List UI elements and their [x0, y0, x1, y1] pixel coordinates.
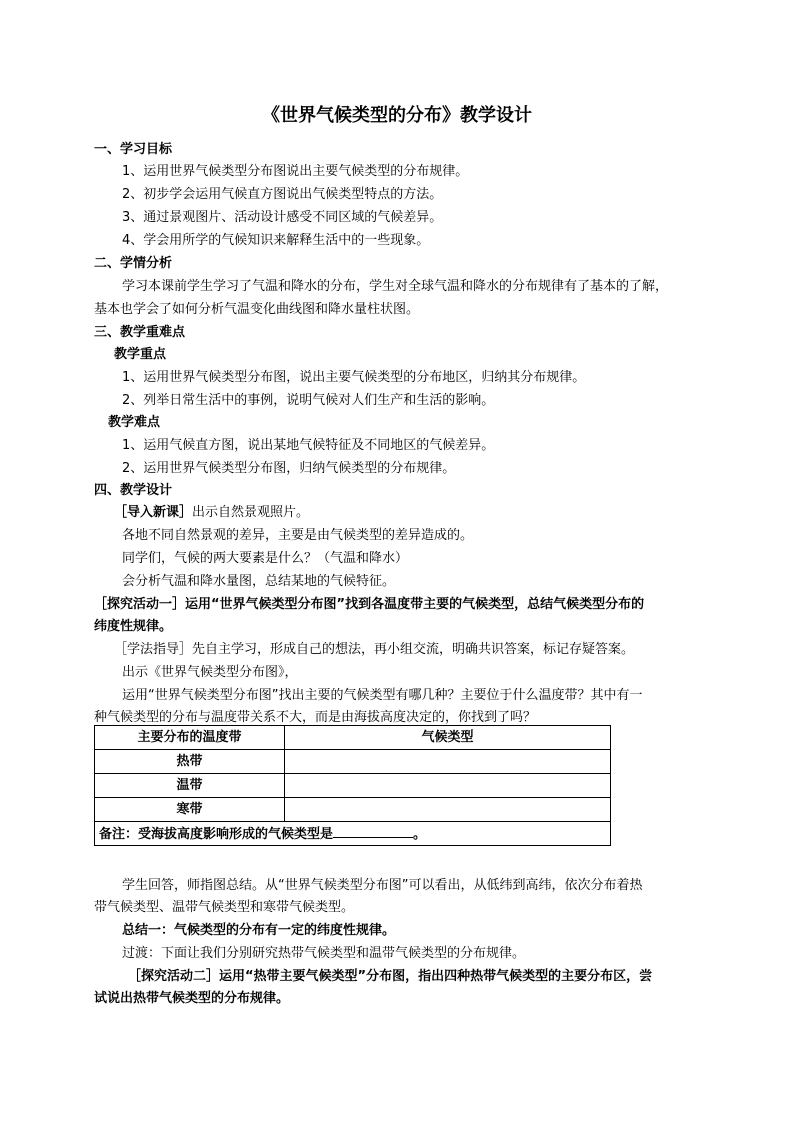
table-cell-blank	[285, 798, 611, 822]
table-note-cell	[95, 822, 611, 846]
table-row	[95, 774, 611, 798]
answer-line: 学生回答，师指图总结。从“世界气候类型分布图”可以看出，从低纬到高纬，依次分布着热	[122, 878, 643, 893]
table-note-row	[95, 822, 611, 846]
analysis-line: 学习本课前学生学习了气温和降水的分布，学生对全球气温和降水的分布规律有了基本的了解，	[122, 279, 669, 294]
intro-text: 出示自然景观照片。	[192, 505, 310, 520]
table-row	[95, 798, 611, 822]
key-point-item: 1、运用世界气候类型分布图，说出主要气候类型的分布地区，归纳其分布规律。	[122, 370, 586, 385]
table-note-text: 备注：受海拔高度影响形成的气候类型是	[99, 826, 334, 842]
section-heading-design: 四、教学设计	[94, 483, 173, 498]
table-row	[95, 750, 611, 774]
section-heading-goals: 一、学习目标	[94, 142, 173, 157]
table-header-cell: 气候类型	[285, 726, 611, 750]
key-point-item: 2、列举日常生活中的事例，说明气候对人们生产和生活的影响。	[122, 393, 495, 408]
goal-item: 4、学会用所学的气候知识来解释生活中的一些现象。	[122, 233, 430, 248]
design-paragraph: 会分析气温和降水量图，总结某地的气候特征。	[122, 574, 396, 589]
section-heading-analysis: 二、学情分析	[94, 256, 173, 271]
table-header-cell: 主要分布的温度带	[95, 726, 285, 750]
activity-two-line: 试说出热带气候类型的分布规律。	[94, 991, 290, 1006]
difficult-points-heading: 教学难点	[108, 415, 161, 430]
question-line: 运用“世界气候类型分布图”找出主要的气候类型有哪几种？主要位于什么温度带？其中有一	[122, 688, 643, 703]
table-cell-blank	[285, 750, 611, 774]
show-map-line: 出示《世界气候类型分布图》，	[122, 665, 298, 680]
activity-two-line: ［探究活动二］运用“热带主要气候类型”分布图，指出四种热带气候类型的主要分布区，尝	[128, 969, 653, 984]
difficult-point-item: 1、运用气候直方图，说出某地气候特征及不同地区的气候差异。	[122, 438, 495, 453]
goal-item: 3、通过景观图片、活动设计感受不同区域的气候差异。	[122, 210, 443, 225]
difficult-point-item: 2、运用世界气候类型分布图，归纳气候类型的分布规律。	[122, 461, 456, 476]
section-heading-key-points: 三、教学重难点	[94, 325, 186, 340]
activity-one-line: 纬度性规律。	[94, 619, 173, 634]
climate-table	[94, 725, 611, 846]
transition-line: 过渡：下面让我们分别研究热带气候类型和温带气候类型的分布规律。	[122, 946, 526, 961]
design-paragraph: 各地不同自然景观的差异，主要是由气候类型的差异造成的。	[122, 528, 474, 543]
table-cell-zone: 热带	[95, 750, 285, 774]
fill-in-blank	[333, 825, 413, 838]
key-points-heading: 教学重点	[114, 347, 167, 362]
table-header-row	[95, 726, 611, 750]
table-cell-blank	[285, 774, 611, 798]
goal-item: 2、初步学会运用气候直方图说出气候类型特点的方法。	[122, 187, 443, 202]
table-cell-zone: 温带	[95, 774, 285, 798]
answer-line: 带气候类型、温带气候类型和寒带气候类型。	[94, 900, 355, 915]
intro-label: ［导入新课］	[114, 505, 193, 520]
summary-line: 总结一：气候类型的分布有一定的纬度性规律。	[122, 923, 396, 938]
design-paragraph: 同学们，气候的两大要素是什么？（气温和降水）	[122, 551, 409, 566]
table-cell-zone: 寒带	[95, 798, 285, 822]
analysis-line: 基本也学会了如何分析气温变化曲线图和降水量柱状图。	[94, 302, 420, 317]
table-note-end: 。	[413, 826, 427, 842]
question-line: 种气候类型的分布与温度带关系不大，而是由海拔高度决定的，你找到了吗？	[94, 710, 537, 725]
intro-line	[114, 505, 309, 521]
method-guide-line: ［学法指导］先自主学习，形成自己的想法，再小组交流，明确共识答案，标记存疑答案。	[114, 642, 635, 657]
document-title: 《世界气候类型的分布》教学设计	[262, 105, 532, 126]
activity-one-line: ［探究活动一］运用“世界气候类型分布图”找到各温度带主要的气候类型，总结气候类型分布的	[94, 597, 645, 612]
goal-item: 1、运用世界气候类型分布图说出主要气候类型的分布规律。	[122, 164, 469, 179]
